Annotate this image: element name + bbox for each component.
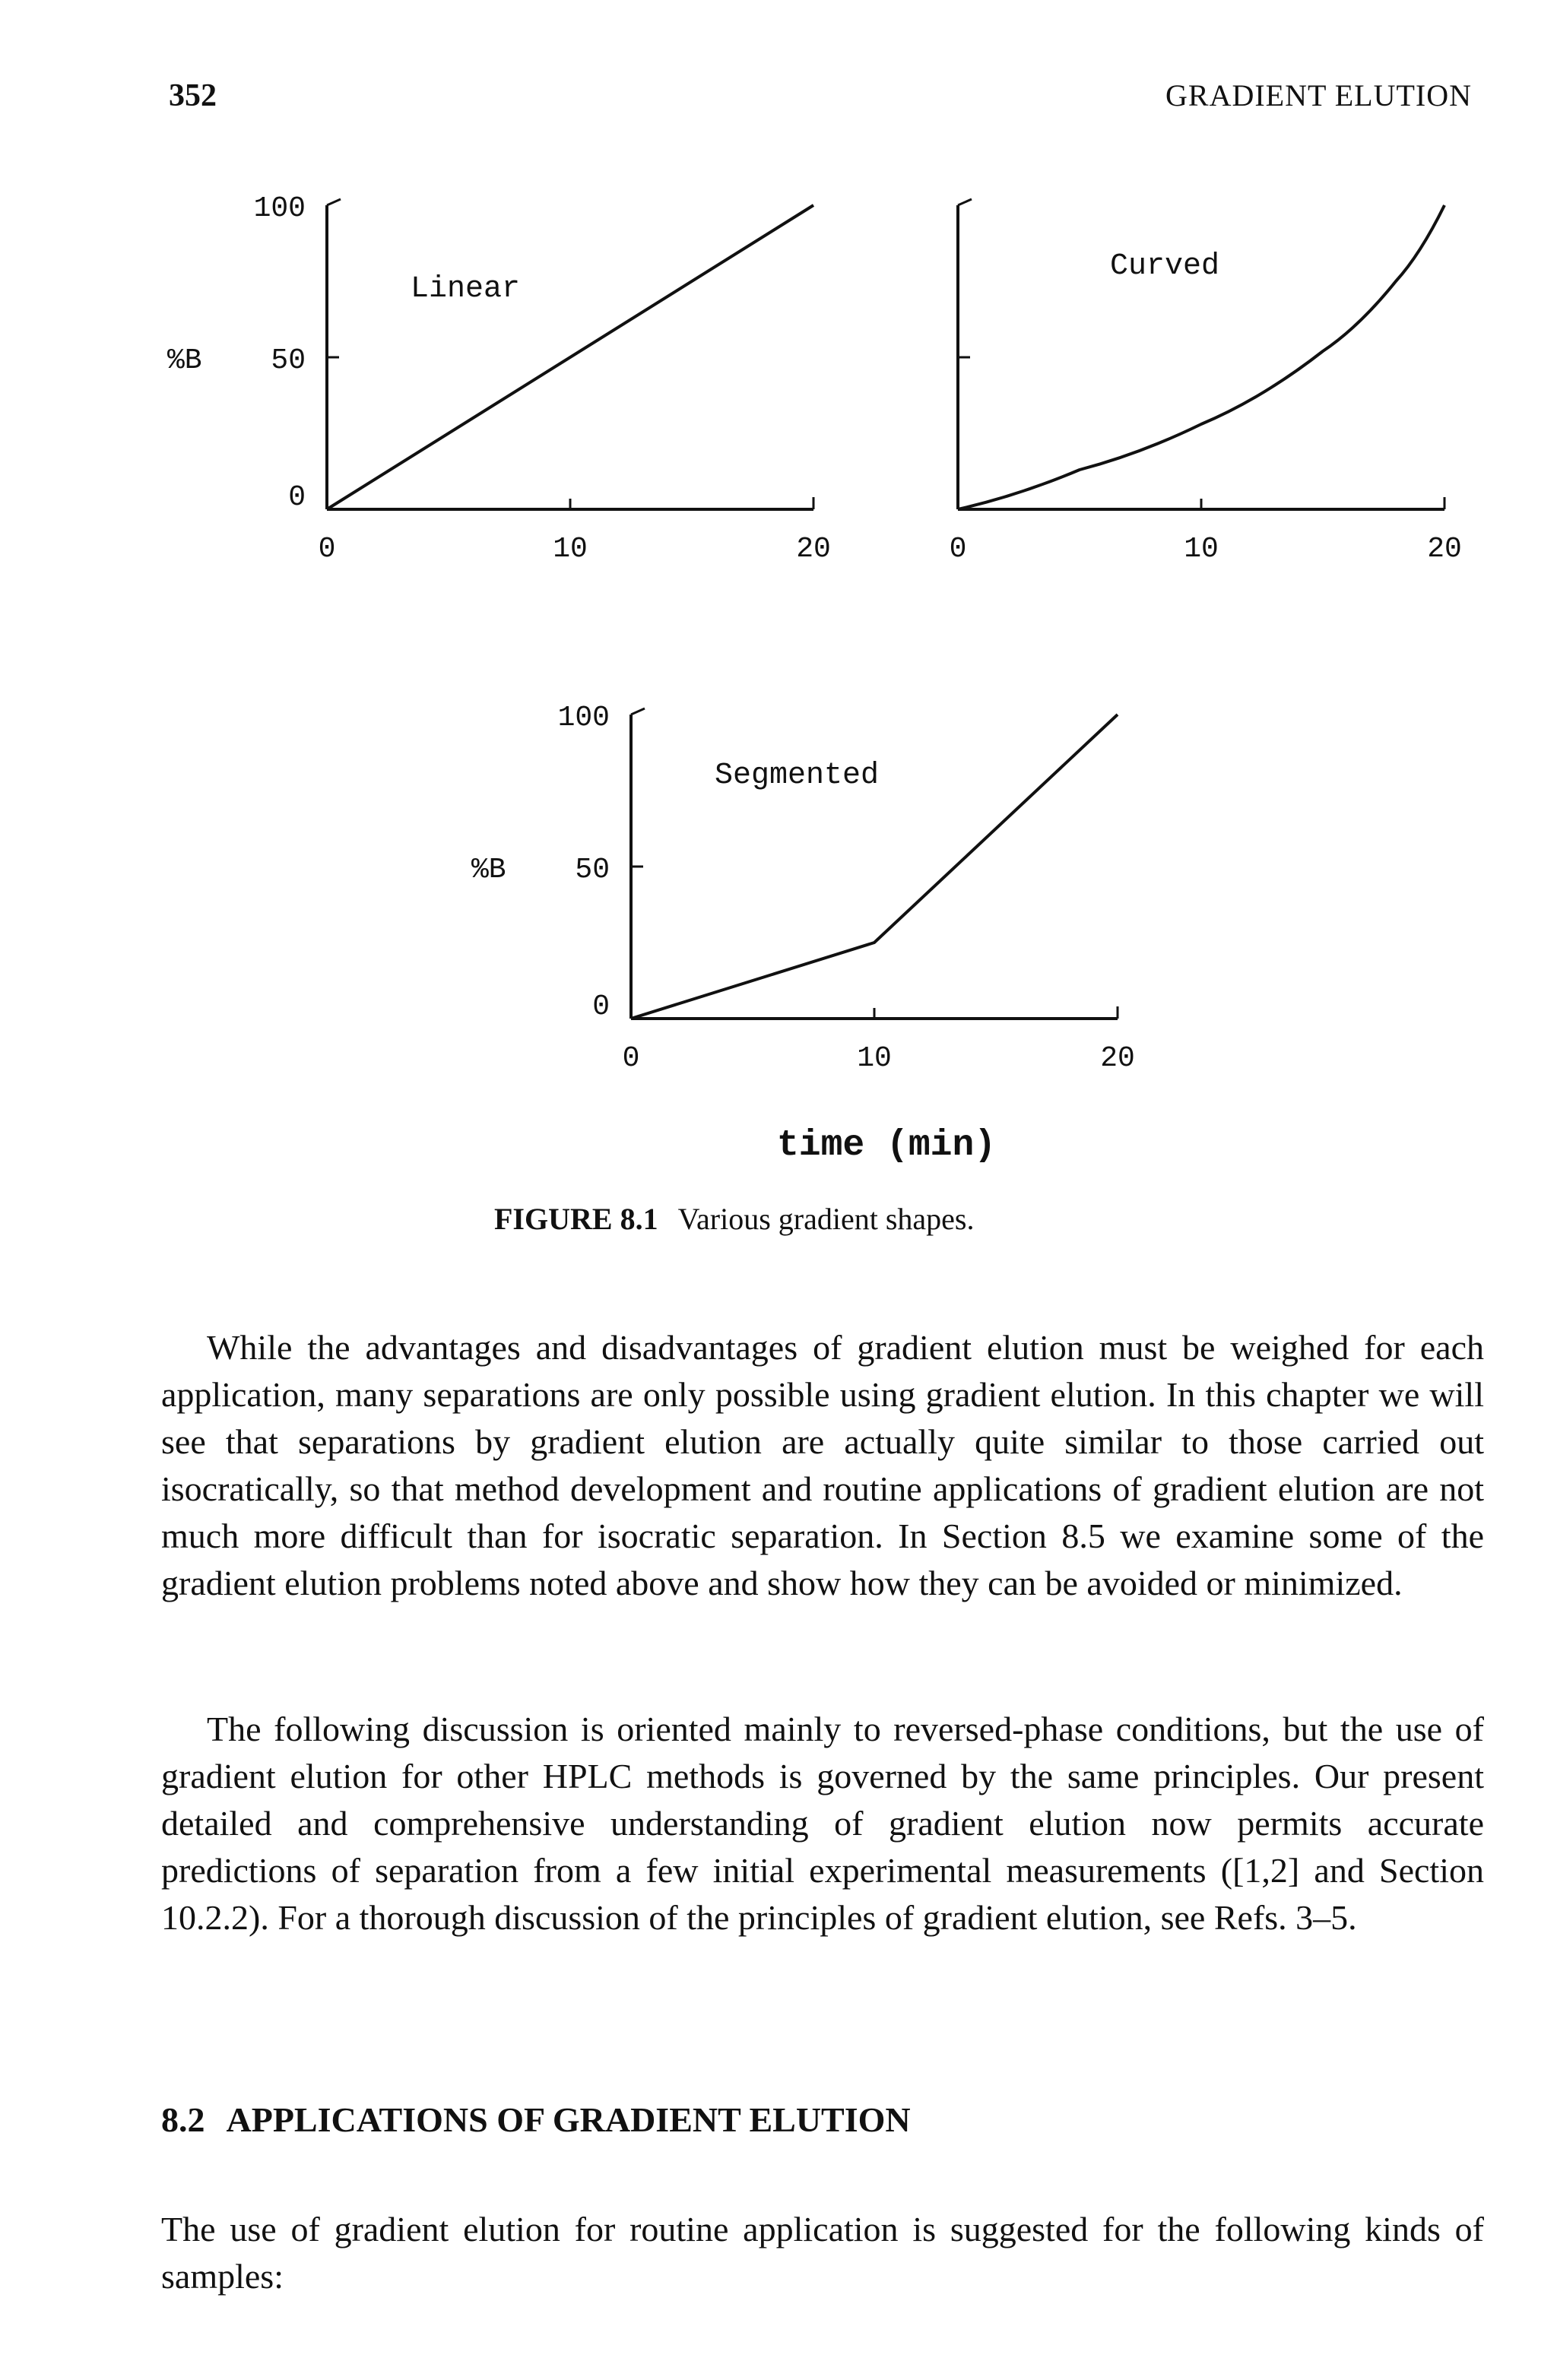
figure-caption-text: Various gradient shapes. [677,1202,975,1236]
y-tick-label: 0 [592,990,610,1023]
chart-linear [122,175,836,601]
y-tick-label: 50 [271,344,306,377]
section-number: 8.2 [161,2100,205,2139]
x-tick-label: 20 [1100,1042,1135,1075]
x-tick-label: 10 [553,533,588,566]
x-tick-label: 10 [1184,533,1219,566]
y-axis-top-mark [631,708,645,715]
y-tick-label: 50 [575,854,610,886]
y-tick-label: 0 [288,481,306,514]
section-heading [161,2100,911,2140]
chart-title: Curved [1110,249,1220,284]
x-tick-label: 0 [949,533,967,566]
y-axis-label: %B [167,344,202,377]
x-tick-label: 20 [796,533,831,566]
chart-curved [912,175,1505,601]
figure-caption-label: FIGURE 8.1 [494,1202,658,1236]
y-axis-top-mark [958,199,972,205]
chart-title: Linear [411,272,521,306]
section-title: APPLICATIONS OF GRADIENT ELUTION [226,2100,911,2139]
chart-title: Segmented [715,759,880,793]
page-number: 352 [169,78,217,113]
figure-caption [494,1201,974,1237]
series-line [327,205,813,509]
y-axis-label: %B [471,854,506,886]
x-tick-label: 10 [857,1042,892,1075]
x-axis-title: time (min) [777,1125,997,1166]
running-head: GRADIENT ELUTION [1165,78,1472,113]
x-tick-label: 0 [622,1042,640,1075]
y-axis-top-mark [327,199,341,205]
x-tick-label: 20 [1427,533,1462,566]
chart-segmented [426,684,1140,1110]
x-tick-label: 0 [318,533,336,566]
body-paragraph-1: While the advantages and disadvantages of gradient elution must be weighed for each application, many separations are only possible using gradient elution. In this chapter we will see that separations by gradient elution are actually quite similar to those carried out isocratically, so that method development and routine applications of gradient elution are not much more difficult than for isocratic separation. In Section 8.5 we examine some of the gradient elution problems noted above and show how they can be avoided or minimized. [161,1328,1484,1602]
body-paragraph-2: The following discussion is oriented mainly to reversed-phase conditions, but the use of gradient elution for other HPLC methods is governed by the same principles. Our present detailed and comprehensive understanding of gradient elution now permits accurate predictions of separation from a few initial experimental measurements ([1,2] and Section 10.2.2). For a thorough discussion of the principles of gradient elution, see Refs. 3–5. [161,1710,1484,1937]
y-tick-label: 100 [557,702,610,734]
body-paragraph-3: The use of gradient elution for routine application is suggested for the following kinds of samples: [161,2210,1484,2296]
y-tick-label: 100 [253,192,306,225]
